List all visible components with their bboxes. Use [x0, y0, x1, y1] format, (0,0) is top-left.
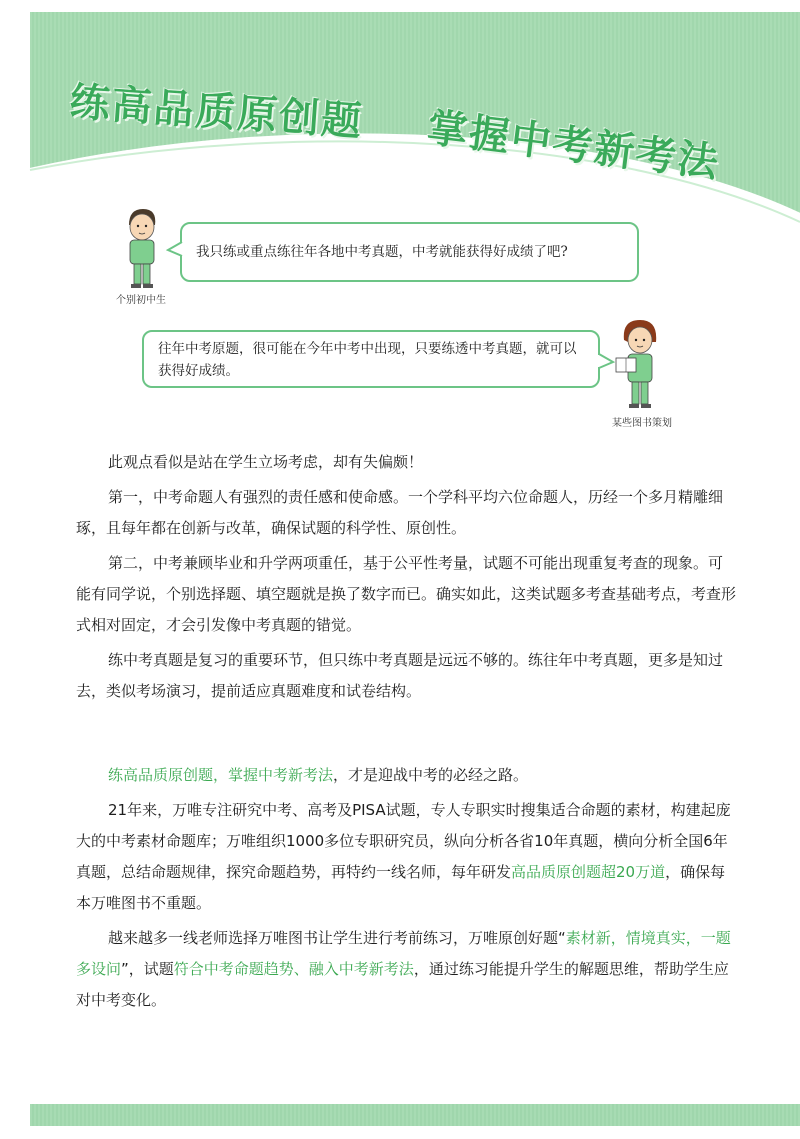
paragraph-7-c: ，通过练习能提升学生的解题思维，帮助学生应对中考变化。 — [76, 960, 729, 1009]
title-part1: 练高品质原创题 — [68, 79, 365, 146]
paragraph-1: 此观点看似是站在学生立场考虑，却有失偏颇！ — [108, 453, 424, 471]
paragraph-5 — [76, 760, 736, 791]
student-caption: 个别初中生 — [116, 295, 166, 306]
highlight-features: 素材新，情境真实，一题多设问 — [76, 929, 731, 978]
student-icon — [117, 205, 167, 289]
highlight-slogan: 练高品质原创题，掌握中考新考法 — [108, 766, 334, 784]
planner-quote: 往年中考原题，很可能在今年中考中出现，只要练透中考真题，就可以获得好成绩。 — [158, 341, 577, 379]
paragraph-2: 第一，中考命题人有强烈的责任感和使命感。一个学科平均六位命题人，历经一个多月精雕细琢，且每年都在创新与改革，确保试题的科学性、原创性。 — [76, 488, 724, 537]
paragraph-6 — [76, 795, 736, 919]
planner-speech-bubble — [142, 330, 600, 388]
highlight-question-count: 高品质原创题超20万道 — [511, 863, 666, 881]
paragraph-7 — [76, 923, 736, 1016]
paragraph-6-b: ，确保每本万唯图书不重题。 — [76, 863, 726, 912]
planner-caption: 某些图书策划 — [612, 418, 672, 429]
paragraph-7-b: ”，试题 — [121, 960, 174, 978]
student-speech-bubble — [180, 222, 639, 282]
planner-icon — [612, 316, 668, 410]
title-part2: 掌握中考新考法 — [424, 105, 723, 187]
bubble1-tail — [166, 240, 184, 260]
paragraph-4: 练中考真题是复习的重要环节，但只练中考真题是远远不够的。练往年中考真题，更多是知过去，类似考场演习，提前适应真题难度和试卷结构。 — [76, 651, 724, 700]
paragraph-7-a: 越来越多一线老师选择万唯图书让学生进行考前练习，万唯原创好题“ — [108, 929, 566, 947]
article-body-2 — [76, 760, 736, 1020]
highlight-trends: 符合中考命题趋势、融入中考新考法 — [173, 960, 414, 978]
student-quote: 我只练或重点练往年各地中考真题，中考就能获得好成绩了吧? — [196, 244, 568, 260]
paragraph-3: 第二，中考兼顾毕业和升学两项重任，基于公平性考量，试题不可能出现重复考查的现象。可能有同学说，个别选择题、填空题就是换了数字而已。确实如此，这类试题多考查基础考点，考查形式相对固定，才会引发像中考真题的错觉。 — [76, 554, 737, 634]
paragraph-5-rest: ，才是迎战中考的必经之路。 — [333, 766, 529, 784]
paragraph-6-a: 21年来，万唯专注研究中考、高考及PISA试题，专人专职实时搜集适合命题的素材，构建起庞大的中考素材命题库；万唯组织1000多位专职研究员，纵向分析各省10年真题，横向分析全国6年真题，总结命题规律，探究命题趋势，再特约一线名师，每年研发 — [76, 801, 731, 881]
article-body — [76, 447, 736, 711]
footer-band — [30, 1104, 800, 1126]
